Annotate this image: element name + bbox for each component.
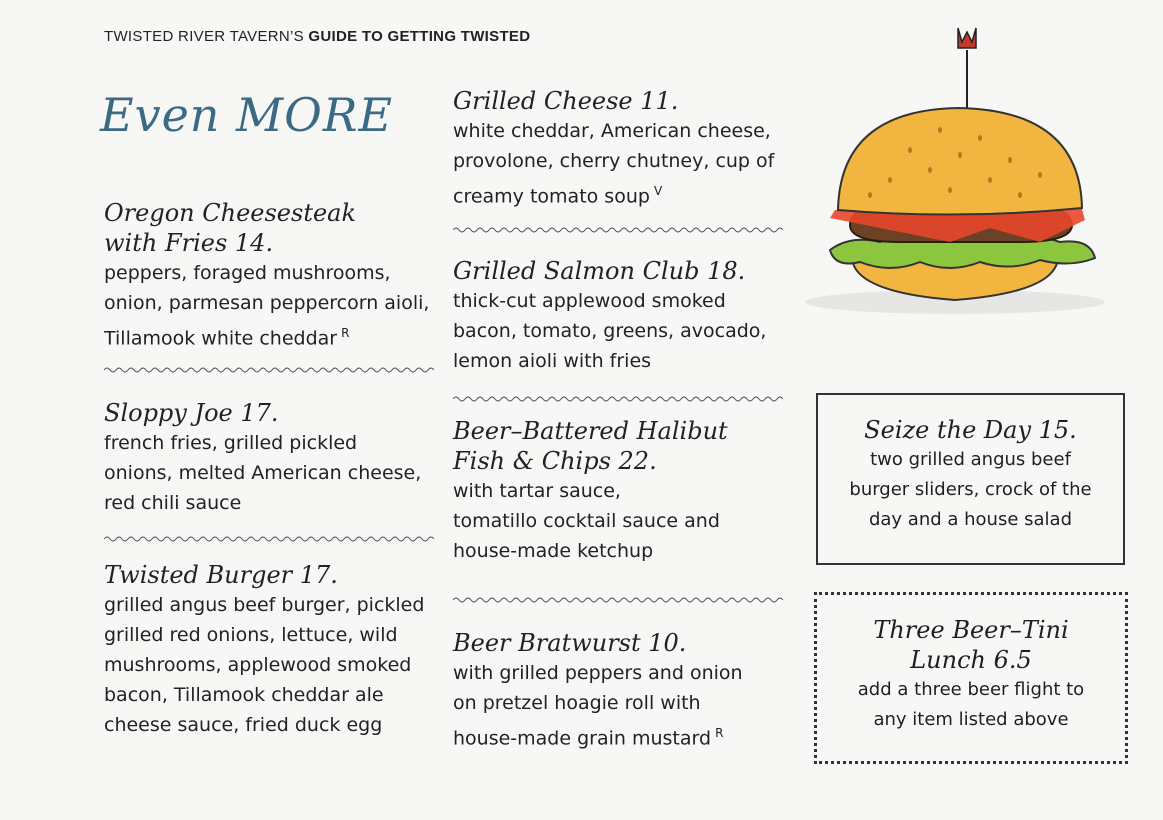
- item-desc: [104, 258, 434, 353]
- item-desc-text: peppers, foraged mushrooms, onion, parmesan peppercorn aioli, Tillamook white cheddar: [104, 262, 430, 350]
- divider-wavy: [453, 596, 783, 604]
- menu-item-fish-and-chips: [453, 416, 793, 566]
- divider-wavy: [104, 366, 434, 374]
- menu-item-sloppy-joe: [104, 398, 434, 518]
- item-name: Beer Bratwurst 10.: [453, 629, 687, 657]
- item-name: Sloppy Joe 17.: [104, 399, 279, 427]
- item-desc-text: with grilled peppers and onion on pretzel hoagie roll with house-made grain mustard: [453, 662, 743, 750]
- divider-wavy: [453, 395, 783, 403]
- item-desc: [453, 116, 793, 211]
- header-prefix: TWISTED RIVER TAVERN’S: [104, 28, 309, 45]
- item-name: Grilled Cheese 11.: [453, 87, 679, 115]
- box-title: Three Beer–Tini Lunch 6.5: [873, 616, 1069, 674]
- item-name: Twisted Burger 17.: [104, 561, 338, 589]
- item-desc: grilled angus beef burger, pickled grilled red onions, lettuce, wild mushrooms, applewood smoked bacon, Tillamook cheddar ale cheese sauce, fried duck egg: [104, 594, 425, 736]
- diet-mark: R: [715, 726, 724, 740]
- menu-header: [104, 28, 530, 45]
- box-title: Seize the Day 15.: [864, 416, 1077, 444]
- menu-item-cheesesteak: [104, 198, 434, 353]
- item-name: Beer–Battered Halibut Fish & Chips 22.: [453, 417, 728, 475]
- diet-mark: V: [653, 184, 663, 198]
- item-desc: thick-cut applewood smoked bacon, tomato, greens, avocado, lemon aioli with fries: [453, 290, 767, 372]
- box-desc: two grilled angus beef burger sliders, crock of the day and a house salad: [849, 449, 1092, 530]
- diet-mark: R: [341, 326, 350, 340]
- divider-wavy: [104, 535, 434, 543]
- item-desc-text: white cheddar, American cheese, provolone, cherry chutney, cup of creamy tomato soup: [453, 120, 775, 208]
- menu-item-salmon-club: [453, 256, 793, 376]
- menu-item-twisted-burger: [104, 560, 434, 740]
- item-desc: french fries, grilled pickled onions, melted American cheese, red chili sauce: [104, 432, 422, 514]
- header-bold: GUIDE TO GETTING TWISTED: [308, 28, 531, 45]
- item-name: Grilled Salmon Club 18.: [453, 257, 746, 285]
- menu-item-grilled-cheese: [453, 86, 793, 211]
- item-desc: [453, 658, 793, 753]
- special-box-seize-the-day: [816, 393, 1125, 565]
- special-box-three-beer-tini: [814, 592, 1128, 764]
- section-title: Even MORE: [100, 88, 394, 142]
- menu-item-beer-bratwurst: [453, 628, 793, 753]
- item-desc: with tartar sauce, tomatillo cocktail sauce and house-made ketchup: [453, 480, 720, 562]
- burger-illustration: [790, 20, 1120, 320]
- box-desc: add a three beer flight to any item listed above: [857, 679, 1085, 730]
- item-name: Oregon Cheesesteak with Fries 14.: [104, 199, 357, 257]
- divider-wavy: [453, 226, 783, 234]
